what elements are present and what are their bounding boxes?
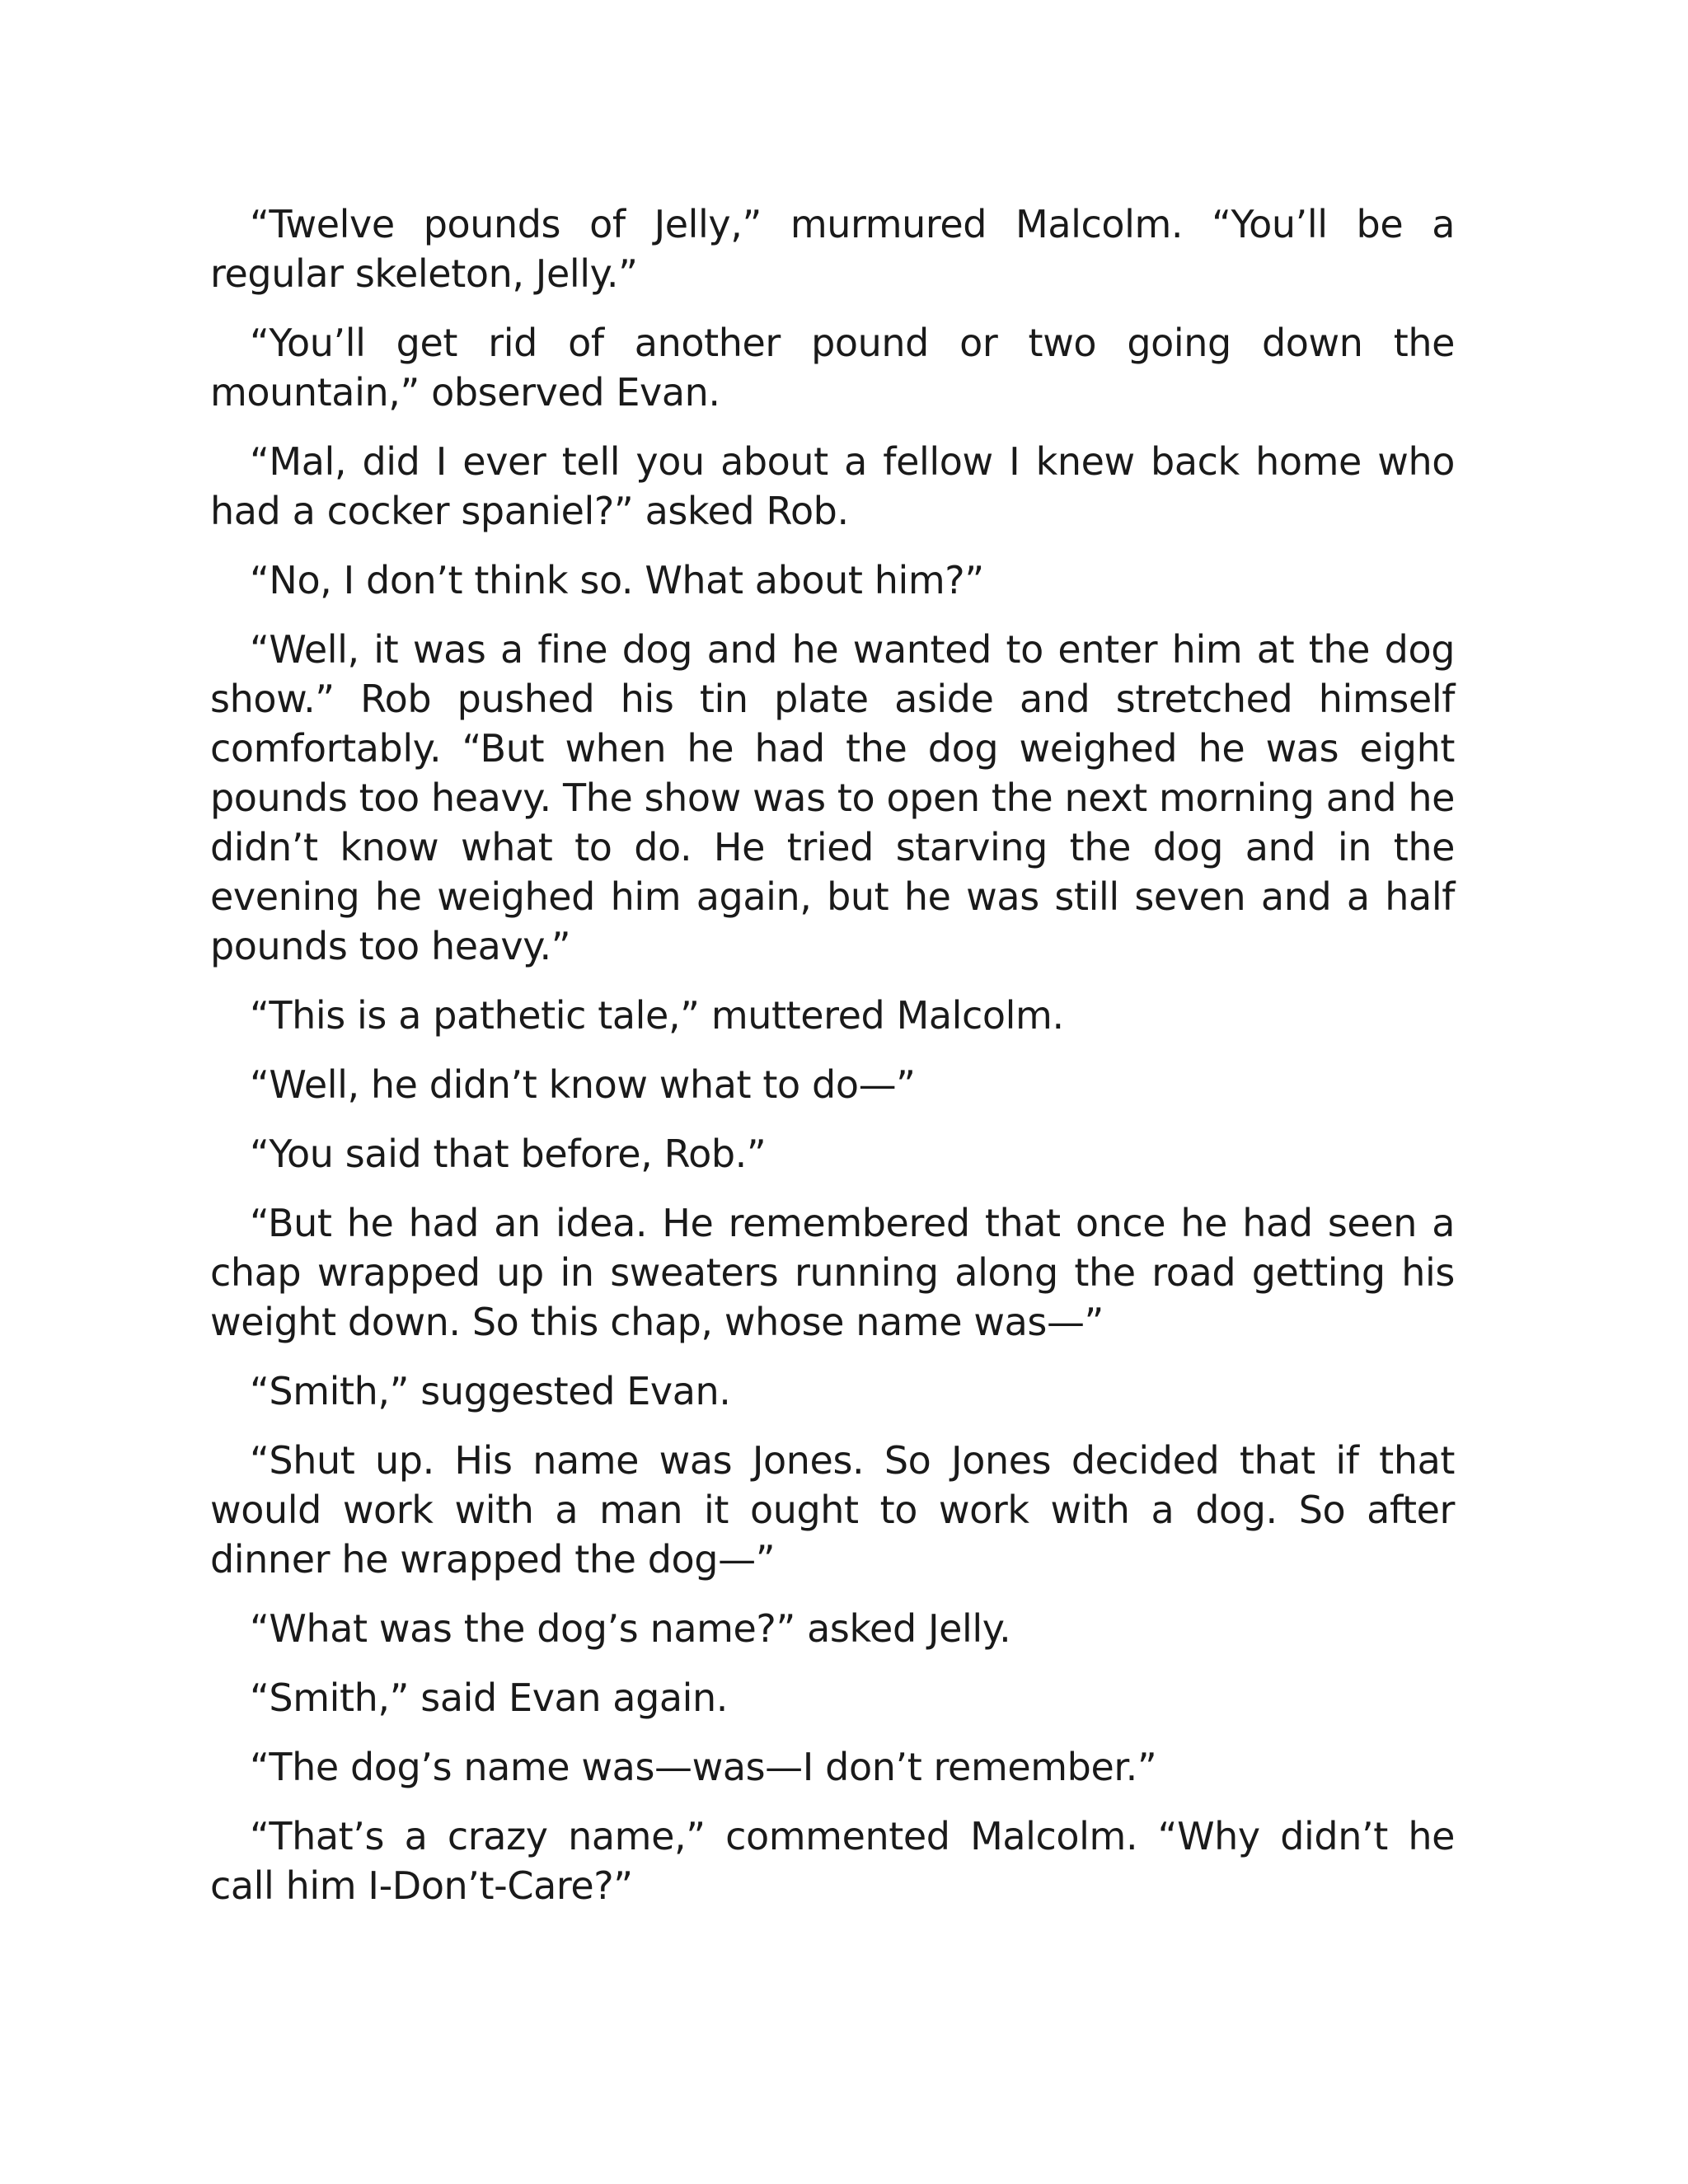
page-text: [210, 199, 1455, 1930]
paragraph: “Shut up. His name was Jones. So Jones decided that if that would work with a man it ought to work with a dog. So after dinner he wrapped the dog—”: [210, 1438, 1455, 1582]
paragraph: “That’s a crazy name,” commented Malcolm. “Why didn’t he call him I-Don’t-Care?”: [210, 1814, 1455, 1908]
paragraph: “Mal, did I ever tell you about a fellow I knew back home who had a cocker spaniel?” asked Rob.: [210, 439, 1455, 533]
paragraph: “You’ll get rid of another pound or two going down the mountain,” observed Evan.: [210, 321, 1455, 415]
paragraph: “Well, it was a fine dog and he wanted to enter him at the dog show.” Rob pushed his tin plate aside and stretched himself comfortably. “But when he had the dog weighed he was eight pounds too heavy. The show was to open the next morning and he didn’t know what to do. He tried starving the dog and in the evening he weighed him again, but he was still seven and a half pounds too heavy.”: [210, 627, 1455, 968]
paragraph: “What was the dog’s name?” asked Jelly.: [250, 1606, 1011, 1651]
paragraph: “Smith,” said Evan again.: [250, 1675, 729, 1720]
paragraph: “Twelve pounds of Jelly,” murmured Malcolm. “You’ll be a regular skeleton, Jelly.”: [210, 202, 1455, 296]
paragraph: “Smith,” suggested Evan.: [250, 1369, 731, 1413]
paragraph: “No, I don’t think so. What about him?”: [250, 558, 984, 602]
paragraph: “But he had an idea. He remembered that once he had seen a chap wrapped up in sweaters running along the road getting his weight down. So this chap, whose name was—”: [210, 1201, 1455, 1344]
paragraph: “The dog’s name was—was—I don’t remember.”: [250, 1745, 1157, 1789]
paragraph: “This is a pathetic tale,” muttered Malcolm.: [250, 993, 1064, 1038]
paragraph: “Well, he didn’t know what to do—”: [250, 1062, 916, 1107]
paragraph: “You said that before, Rob.”: [250, 1132, 767, 1176]
